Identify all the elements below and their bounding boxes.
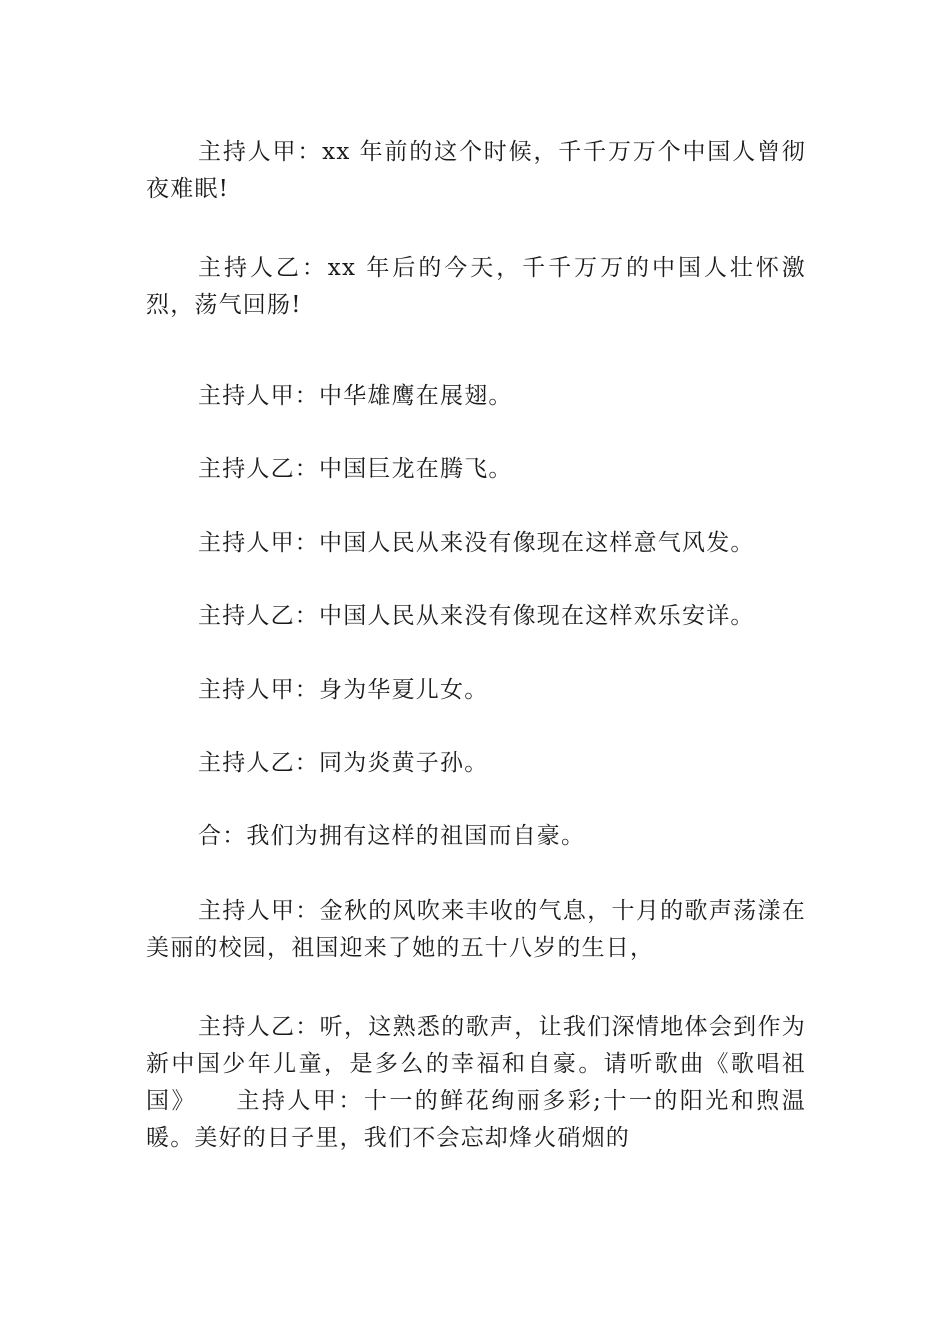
paragraph-11: 主持人乙：听，这熟悉的歌声，让我们深情地体会到作为新中国少年儿童，是多么的幸福和自豪。请听歌曲《歌唱祖国》 主持人甲：十一的鲜花绚丽多彩;十一的阳光和煦温暖。美好的日子里，我们不会忘却烽火硝烟的 (146, 1014, 806, 1151)
paragraph-8: 主持人乙：同为炎黄子孙。 (198, 750, 489, 776)
paragraph-7: 主持人甲：身为华夏儿女。 (198, 677, 489, 703)
paragraph-4: 主持人乙：中国巨龙在腾飞。 (198, 456, 513, 482)
paragraph-9: 合：我们为拥有这样的祖国而自豪。 (198, 823, 586, 849)
paragraph-2: 主持人乙：xx 年后的今天，千千万万的中国人壮怀激烈，荡气回肠! (146, 255, 806, 318)
paragraph-5: 主持人甲：中国人民从来没有像现在这样意气风发。 (198, 530, 755, 556)
paragraph-1: 主持人甲：xx 年前的这个时候，千千万万个中国人曾彻夜难眠! (146, 139, 806, 202)
paragraph-6: 主持人乙：中国人民从来没有像现在这样欢乐安详。 (198, 603, 755, 629)
paragraph-3: 主持人甲：中华雄鹰在展翅。 (198, 383, 513, 409)
paragraph-10: 主持人甲：金秋的风吹来丰收的气息，十月的歌声荡漾在美丽的校园，祖国迎来了她的五十八岁的生日， (146, 898, 806, 961)
